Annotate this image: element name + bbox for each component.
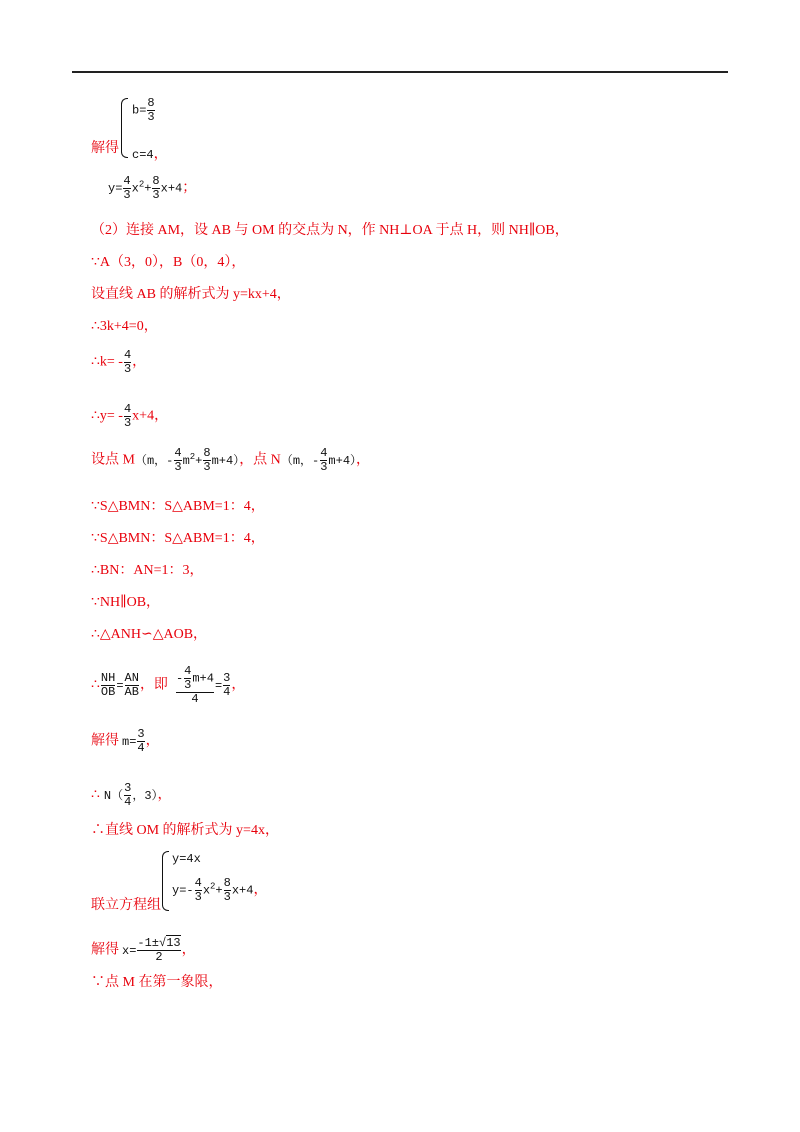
step-n-point: ∴ N（ $\frac{3}{4}$ ，3）， xyxy=(91,781,172,809)
step-x-solution: 解得 x= $\frac{-1\pm√13}{2}$ ， xyxy=(91,936,196,964)
step-line-ab: 设直线 AB 的解析式为 y=kx+4， xyxy=(91,287,291,302)
step-bn-an: ∴BN：AN=1：3， xyxy=(91,563,204,578)
step-similar: ∴△ANH∽△AOB， xyxy=(91,627,208,642)
sqrt-icon: √ xyxy=(159,936,167,950)
step-y: ∴y= - $\frac{4}{3}$ x+4， xyxy=(91,402,169,430)
eq-b: b= $\frac{8}{3}$ xyxy=(132,96,155,124)
left-brace xyxy=(121,98,128,158)
step-points: ∵A（3，0），B（0，4）， xyxy=(91,255,246,270)
step-m-value: 解得 m= $\frac{3}{4}$ ， xyxy=(91,727,160,755)
eq-c: c=4， xyxy=(132,147,168,162)
step-area-ratio-1: ∵S△BMN：S△ABM=1：4， xyxy=(91,499,265,514)
system-eq-1: y=4x xyxy=(172,852,201,866)
system-eq-2: y=- $\frac{4}{3}$ $x^2+$ $\frac{8}{3}$ x+4， xyxy=(172,876,268,904)
system-brace xyxy=(162,851,169,911)
step-parallel: ∵NH∥OB， xyxy=(91,595,161,610)
step-connect: （2）连接 AM，设 AB 与 OM 的交点为 N，作 NH⊥OA 于点 H，则 NH∥OB， xyxy=(91,223,569,238)
step-3k: ∴3k+4=0， xyxy=(91,319,158,334)
system-label: 联立方程组 xyxy=(91,898,161,913)
step-proportion: ∴ $\frac{NH}{OB}$ = $\frac{AN}{AB}$ ，即 - $\frac{4}{3}$ m+4 4 = $\frac{3}{4}$ ， xyxy=(91,664,246,706)
step-line-om: ∴直线 OM 的解析式为 y=4x， xyxy=(91,823,279,838)
parabola-equation: y= $\frac{4}{3}$ $x^2+$ $\frac{8}{3}$ x+4； xyxy=(108,174,197,202)
header-rule xyxy=(72,71,728,73)
step-set-points: 设点 M（m，- $\frac{4}{3}$ $m^2+$ $\frac{8}{3}$ m+4），点 N（m，- $\frac{4}{3}$ m+4）， xyxy=(91,446,371,474)
step-k: ∴k= - $\frac{4}{3}$ ， xyxy=(91,348,147,376)
solve-label-1: 解得 xyxy=(91,141,119,156)
step-first-quadrant: ∵点 M 在第一象限， xyxy=(91,975,223,990)
step-area-ratio-2: ∵S△BMN：S△ABM=1：4， xyxy=(91,531,265,546)
